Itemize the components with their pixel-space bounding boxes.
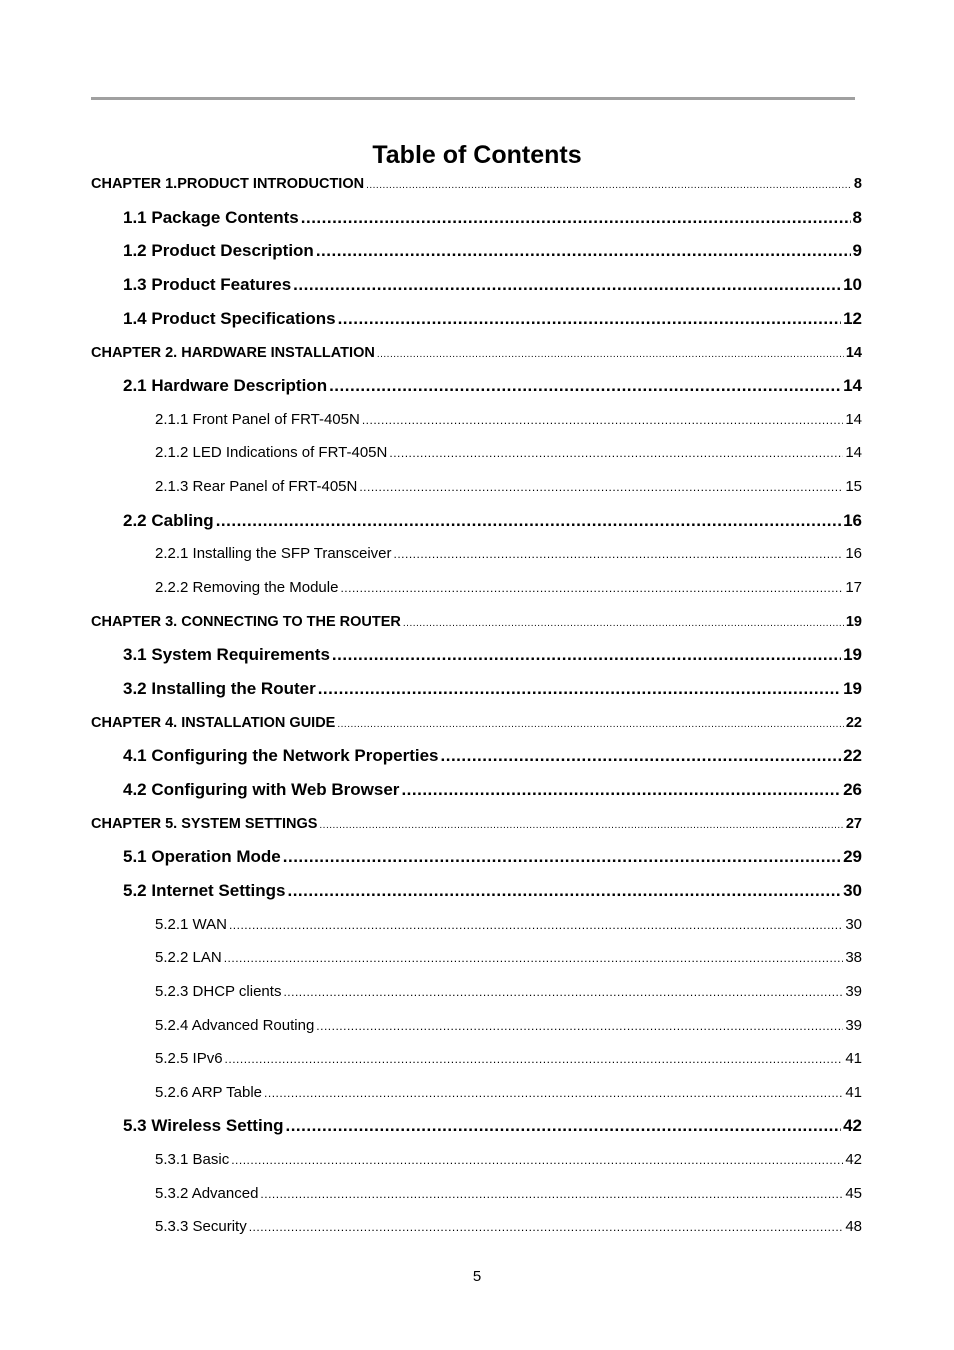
toc-entry-label: 1.4 Product Specifications: [123, 309, 336, 328]
toc-entry-label: CHAPTER 2. HARDWARE INSTALLATION: [91, 345, 375, 361]
toc-entry-5-3-3[interactable]: [0, 1218, 954, 1238]
toc-entry-page: 41: [845, 1084, 862, 1101]
toc-entry-label: 1.1 Package Contents: [123, 208, 299, 227]
header-rule: [91, 97, 855, 100]
dot-leader: [337, 719, 844, 730]
toc-entry-2-1-3[interactable]: [0, 478, 954, 498]
toc-entry-label: 5.3.2 Advanced: [155, 1185, 259, 1202]
toc-entry-label: 3.2 Installing the Router: [123, 679, 316, 698]
dot-leader: [264, 1086, 843, 1100]
toc-entry-label: 5.3.1 Basic: [155, 1151, 230, 1168]
dot-leader: [231, 1153, 843, 1167]
toc-entry-page: 26: [843, 780, 862, 799]
toc-entry-label: CHAPTER 5. SYSTEM SETTINGS: [91, 816, 318, 832]
dot-leader: [394, 547, 844, 561]
dot-leader: [318, 679, 841, 699]
toc-entry-page: 16: [843, 511, 862, 530]
page-title: Table of Contents: [372, 140, 582, 169]
toc-entry-label: 3.1 System Requirements: [123, 645, 330, 664]
dot-leader: [340, 581, 843, 595]
toc-entry-label: 2.1 Hardware Description: [123, 376, 328, 395]
toc-entry-5-3[interactable]: [0, 1116, 954, 1140]
toc-entry-1-1[interactable]: [0, 208, 954, 232]
toc-entry-2-2[interactable]: [0, 511, 954, 535]
toc-entry-2-1[interactable]: [0, 376, 954, 400]
dot-leader: [283, 847, 841, 867]
dot-leader: [441, 746, 842, 766]
toc-entry-1-4[interactable]: [0, 309, 954, 333]
toc-entry-label: 5.2.6 ARP Table: [155, 1084, 263, 1101]
toc-entry-page: 10: [843, 275, 862, 294]
page-number: 5: [472, 1268, 482, 1285]
toc-entry-page: 12: [843, 309, 862, 328]
toc-entry-page: 19: [843, 679, 862, 698]
toc-entry-page: 45: [845, 1185, 862, 1202]
toc-entry-chapter-3[interactable]: [0, 614, 954, 634]
toc-entry-3-2[interactable]: [0, 679, 954, 703]
dot-leader: [293, 275, 841, 295]
dot-leader: [229, 918, 843, 932]
toc-entry-label: 5.2.5 IPv6: [155, 1050, 223, 1067]
dot-leader: [329, 376, 841, 396]
toc-entry-page: 14: [845, 444, 862, 461]
toc-entry-label: CHAPTER 1.PRODUCT INTRODUCTION: [91, 176, 365, 192]
toc-entry-label: CHAPTER 4. INSTALLATION GUIDE: [91, 715, 336, 731]
toc-entry-page: 8: [852, 208, 862, 227]
toc-entry-5-3-1[interactable]: [0, 1151, 954, 1171]
toc-entry-page: 39: [845, 983, 862, 1000]
toc-entry-3-1[interactable]: [0, 645, 954, 669]
dot-leader: [362, 413, 843, 427]
dot-leader: [377, 349, 844, 360]
toc-entry-label: 2.1.1 Front Panel of FRT-405N: [155, 411, 360, 428]
dot-leader: [338, 309, 842, 329]
dot-leader: [401, 780, 841, 800]
toc-entry-5-2-5[interactable]: [0, 1050, 954, 1070]
toc-entry-page: 41: [845, 1050, 862, 1067]
toc-entry-chapter-2[interactable]: [0, 345, 954, 365]
dot-leader: [389, 446, 843, 460]
toc-entry-label: 5.2.3 DHCP clients: [155, 983, 282, 1000]
toc-entry-page: 14: [845, 345, 862, 361]
toc-entry-label: 1.2 Product Description: [123, 241, 314, 260]
dot-leader: [225, 1052, 844, 1066]
dot-leader: [332, 645, 841, 665]
toc-entry-page: 16: [845, 545, 862, 562]
dot-leader: [285, 1116, 841, 1136]
toc-entry-label: 2.1.2 LED Indications of FRT-405N: [155, 444, 388, 461]
dot-leader: [287, 881, 841, 901]
toc-entry-5-2[interactable]: [0, 881, 954, 905]
toc-entry-2-2-1[interactable]: [0, 545, 954, 565]
toc-entry-page: 39: [845, 1017, 862, 1034]
dot-leader: [224, 951, 844, 965]
dot-leader: [319, 820, 843, 831]
toc-entry-label: 4.1 Configuring the Network Properties: [123, 746, 439, 765]
toc-entry-5-2-3[interactable]: [0, 983, 954, 1003]
toc-entry-page: 30: [843, 881, 862, 900]
toc-entry-page: 14: [843, 376, 862, 395]
toc-entry-4-1[interactable]: [0, 746, 954, 770]
toc-entry-page: 22: [843, 746, 862, 765]
dot-leader: [260, 1187, 843, 1201]
toc-entry-chapter-4[interactable]: [0, 715, 954, 735]
dot-leader: [301, 208, 851, 228]
toc-entry-5-2-1[interactable]: [0, 916, 954, 936]
toc-entry-page: 17: [845, 579, 862, 596]
toc-entry-5-2-6[interactable]: [0, 1084, 954, 1104]
toc-entry-label: 5.2.1 WAN: [155, 916, 227, 933]
toc-entry-2-1-1[interactable]: [0, 411, 954, 431]
toc-entry-label: 2.2.1 Installing the SFP Transceiver: [155, 545, 392, 562]
toc-entry-page: 38: [845, 949, 862, 966]
toc-entry-label: 5.2.2 LAN: [155, 949, 222, 966]
toc-entry-page: 30: [845, 916, 862, 933]
toc-entry-2-1-2[interactable]: [0, 444, 954, 464]
toc-entry-label: 5.3.3 Security: [155, 1218, 247, 1235]
toc-entry-1-3[interactable]: [0, 275, 954, 299]
toc-entry-label: 2.2.2 Removing the Module: [155, 579, 339, 596]
toc-entry-page: 19: [843, 645, 862, 664]
dot-leader: [316, 1019, 843, 1033]
toc-entry-4-2[interactable]: [0, 780, 954, 804]
toc-entry-page: 9: [852, 241, 862, 260]
toc-entry-page: 42: [843, 1116, 862, 1135]
toc-entry-label: 4.2 Configuring with Web Browser: [123, 780, 400, 799]
toc-entry-chapter-5[interactable]: [0, 816, 954, 836]
toc-entry-page: 22: [845, 715, 862, 731]
dot-leader: [216, 511, 841, 531]
toc-entry-page: 27: [845, 816, 862, 832]
toc-entry-page: 15: [845, 478, 862, 495]
toc-entry-chapter-1[interactable]: [0, 176, 954, 196]
toc-entry-label: 1.3 Product Features: [123, 275, 292, 294]
toc-entry-5-3-2[interactable]: [0, 1185, 954, 1205]
dot-leader: [359, 480, 843, 494]
toc-entry-5-2-2[interactable]: [0, 949, 954, 969]
toc-entry-page: 48: [845, 1218, 862, 1235]
dot-leader: [316, 241, 851, 261]
toc-entry-page: 42: [845, 1151, 862, 1168]
dot-leader: [283, 985, 843, 999]
toc-entry-1-2[interactable]: [0, 241, 954, 265]
toc-entry-5-2-4[interactable]: [0, 1017, 954, 1037]
toc-entry-label: 5.2.4 Advanced Routing: [155, 1017, 315, 1034]
toc-entry-label: 2.1.3 Rear Panel of FRT-405N: [155, 478, 358, 495]
toc-entry-label: CHAPTER 3. CONNECTING TO THE ROUTER: [91, 614, 401, 630]
toc-entry-label: 5.2 Internet Settings: [123, 881, 286, 900]
toc-entry-page: 19: [845, 614, 862, 630]
toc-entry-page: 8: [853, 176, 862, 192]
dot-leader: [403, 618, 844, 629]
toc-entry-page: 29: [843, 847, 862, 866]
dot-leader: [366, 180, 852, 191]
toc-entry-label: 2.2 Cabling: [123, 511, 214, 530]
toc-entry-label: 5.1 Operation Mode: [123, 847, 281, 866]
dot-leader: [249, 1220, 844, 1234]
toc-entry-label: 5.3 Wireless Setting: [123, 1116, 284, 1135]
toc-entry-5-1[interactable]: [0, 847, 954, 871]
toc-entry-page: 14: [845, 411, 862, 428]
toc-entry-2-2-2[interactable]: [0, 579, 954, 599]
